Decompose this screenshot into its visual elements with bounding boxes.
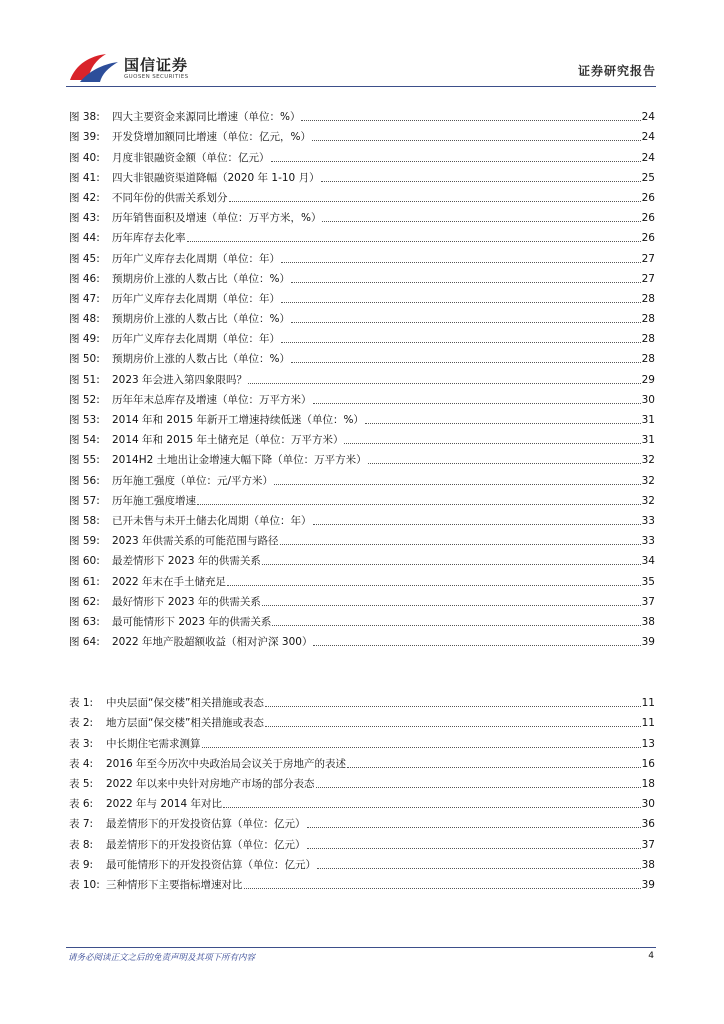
dot-leader [312,140,641,141]
figure-entry[interactable] [69,306,655,326]
table-entry-label: 表 3: [69,737,94,750]
table-entry[interactable] [69,831,655,851]
figure-entry-label: 图 48: [69,313,100,326]
figure-entry-label: 图 43: [69,212,100,225]
figure-entry[interactable] [69,346,655,366]
table-index [69,690,655,892]
figure-entry-page: 33 [641,514,655,527]
dot-leader [223,807,641,808]
table-entry-caption: 2016 年至今历次中央政治局会议关于房地产的表述 [106,757,347,770]
table-entry-label: 表 5: [69,777,94,790]
figure-entry-caption: 历年广义库存去化周期（单位：年） [112,292,280,305]
figure-entry[interactable] [69,245,655,265]
figure-entry-page: 35 [641,575,655,588]
dot-leader [301,120,640,121]
dot-leader [271,161,641,162]
figure-entry-label: 图 42: [69,191,100,204]
figure-entry-page: 33 [641,535,655,548]
table-entry[interactable] [69,852,655,872]
dot-leader [317,868,641,869]
dot-leader [281,262,641,263]
table-entry-label: 表 9: [69,858,94,871]
figure-entry-caption: 四大非银融资渠道降幅（2020 年 1-10 月） [112,171,320,184]
figure-entry-page: 28 [641,313,655,326]
figure-entry-caption: 2023 年供需关系的可能范围与路径 [112,535,279,548]
figure-entry-page: 32 [641,454,655,467]
dot-leader [307,848,641,849]
figure-entry-page: 26 [641,212,655,225]
figure-entry-page: 32 [641,494,655,507]
figure-entry-caption: 2014H2 土地出让金增速大幅下降（单位：万平方米） [112,454,367,467]
table-entry-label: 表 4: [69,757,94,770]
figure-entry[interactable] [69,427,655,447]
figure-entry[interactable] [69,629,655,649]
figure-entry-label: 图 46: [69,272,100,285]
figure-entry[interactable] [69,528,655,548]
dot-leader [229,201,641,202]
figure-entry[interactable] [69,124,655,144]
figure-entry-caption: 2014 年和 2015 年新开工增速持续低迷（单位：%） [112,414,364,426]
table-entry-caption: 2022 年与 2014 年对比 [106,798,222,811]
figure-entry[interactable] [69,609,655,629]
table-entry-label: 表 8: [69,838,94,851]
figure-entry-caption: 预期房价上涨的人数占比（单位：%） [112,313,290,326]
dot-leader [291,362,641,363]
figure-entry[interactable] [69,185,655,205]
table-entry-caption: 2022 年以来中央针对房地产市场的部分表态 [106,777,315,790]
figure-entry-caption: 预期房价上涨的人数占比（单位：%） [112,272,290,285]
figure-entry-caption: 已开未售与未开土储去化周期（单位：年） [112,514,312,527]
figure-entry-label: 图 50: [69,353,100,366]
dot-leader [197,504,641,505]
table-entry-page: 38 [641,858,655,871]
figure-entry-page: 38 [641,615,655,628]
figure-entry-label: 图 63: [69,615,100,628]
table-entry[interactable] [69,771,655,791]
figure-entry-caption: 四大主要资金来源同比增速（单位：%） [112,111,301,124]
figure-entry-page: 24 [641,151,655,164]
table-entry-caption: 中长期住宅需求测算 [106,737,201,750]
report-type: 证券研究报告 [577,64,656,78]
dot-leader [307,827,641,828]
figure-entry[interactable] [69,589,655,609]
disclaimer-text: 请务必阅读正文之后的免责声明及其项下所有内容 [68,953,256,963]
figure-entry[interactable] [69,205,655,225]
dot-leader [280,544,641,545]
figure-entry-page: 34 [641,555,655,568]
dot-leader [313,645,640,646]
guosen-logo-icon [66,50,120,86]
figure-entry-label: 图 38: [69,111,100,124]
table-entry-label: 表 10: [69,878,100,891]
table-entry-page: 18 [641,777,655,790]
table-entry-label: 表 2: [69,717,94,730]
figure-entry-label: 图 40: [69,151,100,164]
dot-leader [272,625,640,626]
dot-leader [322,221,640,222]
figure-entry-caption: 历年施工强度增速 [112,494,196,507]
figure-entry-label: 图 51: [69,373,100,386]
figure-entry-label: 图 49: [69,333,100,346]
figure-entry-caption: 最差情形下 2023 年的供需关系 [112,555,261,568]
figure-entry-caption: 历年年末总库存及增速（单位：万平方米） [112,393,312,406]
figure-entry-caption: 历年广义库存去化周期（单位：年） [112,252,280,265]
figure-entry[interactable] [69,266,655,286]
dot-leader [281,302,641,303]
figure-entry-label: 图 41: [69,171,100,184]
table-entry[interactable] [69,751,655,771]
figure-entry-page: 27 [641,252,655,265]
figure-entry-page: 37 [641,595,655,608]
dot-leader [313,403,641,404]
figure-entry[interactable] [69,144,655,164]
figure-entry-label: 图 59: [69,535,100,548]
dot-leader [316,787,641,788]
figure-entry-page: 31 [641,434,655,447]
figure-entry-caption: 最可能情形下 2023 年的供需关系 [112,615,272,628]
dot-leader [262,605,641,606]
figure-entry[interactable] [69,447,655,467]
page-number: 4 [648,951,654,961]
figure-entry-label: 图 39: [69,131,100,144]
figure-entry-label: 图 54: [69,434,100,447]
table-entry[interactable] [69,791,655,811]
figure-entry[interactable] [69,548,655,568]
table-entry[interactable] [69,690,655,710]
figure-entry-page: 28 [641,333,655,346]
table-entry-page: 39 [641,878,655,891]
guosen-logo [66,50,196,86]
dot-leader [227,585,641,586]
figure-entry-caption: 2014 年和 2015 年土储充足（单位：万平方米） [112,434,344,447]
figure-entry[interactable] [69,326,655,346]
figure-entry[interactable] [69,387,655,407]
figure-entry-caption: 预期房价上涨的人数占比（单位：%） [112,353,290,366]
figure-entry-caption: 月度非银融资金额（单位：亿元） [112,151,270,164]
table-entry-caption: 三种情形下主要指标增速对比 [106,878,243,891]
figure-entry-page: 39 [641,636,655,649]
figure-entry-page: 31 [641,414,655,426]
table-entry-label: 表 7: [69,818,94,831]
figure-entry-label: 图 56: [69,474,100,487]
table-entry[interactable] [69,872,655,892]
dot-leader [344,443,640,444]
figure-entry-page: 26 [641,232,655,245]
company-name-en: GUOSEN SECURITIES [124,74,189,80]
figure-entry-label: 图 53: [69,414,100,426]
figure-entry[interactable] [69,488,655,508]
figure-entry-label: 图 60: [69,555,100,568]
table-entry-caption: 中央层面“保交楼”相关措施或表态 [106,697,264,710]
figure-entry[interactable] [69,407,655,427]
page-header [66,48,656,88]
table-entry-caption: 地方层面“保交楼”相关措施或表态 [106,717,264,730]
figure-entry-page: 26 [641,191,655,204]
dot-leader [281,342,641,343]
figure-entry-caption: 历年施工强度（单位：元/平方米） [112,474,274,487]
figure-entry-label: 图 45: [69,252,100,265]
figure-entry-label: 图 62: [69,595,100,608]
figure-entry-caption: 不同年份的供需关系划分 [112,191,228,204]
figure-entry-caption: 2022 年地产股超额收益（相对沪深 300） [112,636,313,649]
table-entry-page: 11 [641,697,655,710]
dot-leader [265,726,641,727]
table-entry-label: 表 1: [69,697,94,710]
figure-entry-page: 24 [641,111,655,124]
figure-entry-page: 28 [641,353,655,366]
dot-leader [202,747,641,748]
figure-entry[interactable] [69,225,655,245]
figure-entry-page: 30 [641,393,655,406]
dot-leader [248,383,641,384]
table-entry-page: 36 [641,818,655,831]
footer-divider [66,947,656,948]
figure-entry-label: 图 64: [69,636,100,649]
figure-entry-page: 29 [641,373,655,386]
figure-entry-label: 图 57: [69,494,100,507]
dot-leader [187,241,641,242]
figure-entry-caption: 历年库存去化率 [112,232,186,245]
figure-entry-caption: 开发贷增加额同比增速（单位：亿元，%） [112,131,311,144]
table-entry-label: 表 6: [69,798,94,811]
figure-entry[interactable] [69,286,655,306]
figure-entry-caption: 2023 年会进入第四象限吗？ [112,373,248,386]
figure-entry-page: 32 [641,474,655,487]
dot-leader [291,282,641,283]
figure-entry-label: 图 44: [69,232,100,245]
figure-entry-page: 28 [641,292,655,305]
dot-leader [347,767,641,768]
figure-entry-label: 图 61: [69,575,100,588]
figure-entry-label: 图 47: [69,292,100,305]
table-entry-page: 30 [641,798,655,811]
table-entry-page: 11 [641,717,655,730]
figure-entry-caption: 历年广义库存去化周期（单位：年） [112,333,280,346]
dot-leader [244,888,641,889]
dot-leader [262,564,641,565]
dot-leader [368,463,641,464]
figure-entry-caption: 2022 年末在手土储充足 [112,575,227,588]
dot-leader [365,423,641,424]
figure-entry[interactable] [69,568,655,588]
header-divider [66,86,656,87]
figure-entry[interactable] [69,467,655,487]
table-entry-page: 16 [641,757,655,770]
table-entry-caption: 最可能情形下的开发投资估算（单位：亿元） [106,858,316,871]
figure-entry-label: 图 52: [69,393,100,406]
figure-entry-caption: 最好情形下 2023 年的供需关系 [112,595,261,608]
table-entry-page: 37 [641,838,655,851]
table-entry[interactable] [69,710,655,730]
figure-entry[interactable] [69,104,655,124]
table-entry-page: 13 [641,737,655,750]
company-name-cn: 国信证券 [124,56,189,74]
figure-entry[interactable] [69,165,655,185]
table-entry[interactable] [69,730,655,750]
dot-leader [291,322,641,323]
dot-leader [313,524,641,525]
dot-leader [274,484,641,485]
figure-entry-label: 图 55: [69,454,100,467]
figure-entry-label: 图 58: [69,514,100,527]
figure-entry-page: 27 [641,272,655,285]
figure-entry-caption: 历年销售面积及增速（单位：万平方米，%） [112,212,322,225]
figure-index [69,104,655,649]
figure-entry[interactable] [69,508,655,528]
dot-leader [321,181,641,182]
table-entry-caption: 最差情形下的开发投资估算（单位：亿元） [106,838,306,851]
table-entry-caption: 最差情形下的开发投资估算（单位：亿元） [106,818,306,831]
figure-entry-page: 25 [641,171,655,184]
figure-entry[interactable] [69,366,655,386]
figure-entry-page: 24 [641,131,655,144]
table-entry[interactable] [69,811,655,831]
dot-leader [265,706,641,707]
